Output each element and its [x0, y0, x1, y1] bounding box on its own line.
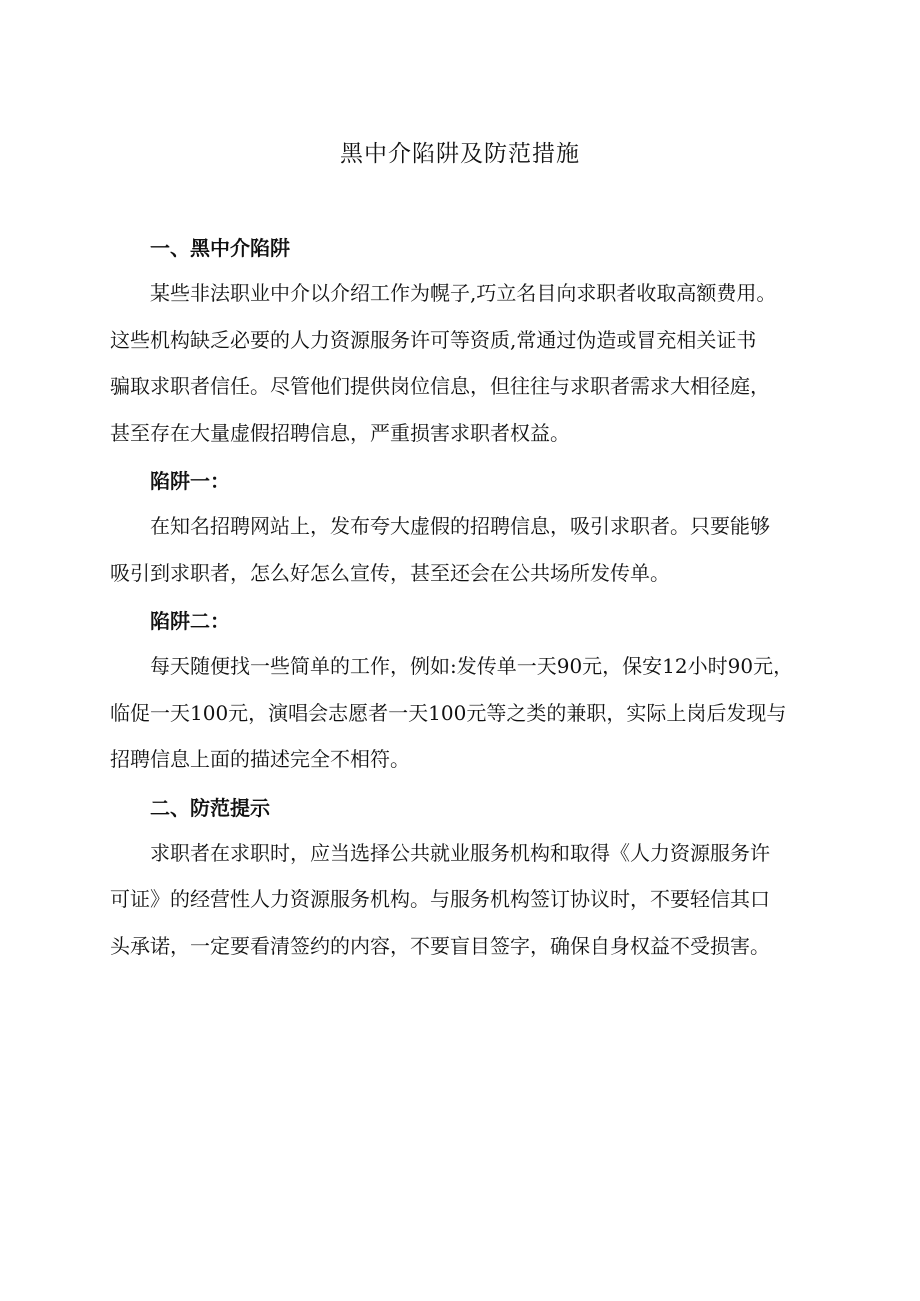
text-line: 每天随便找一些简单的工作，例如:发传单一天90元，保安12小时90元， — [150, 654, 794, 678]
text-line: 招聘信息上面的描述完全不相符。 — [110, 747, 410, 771]
document-body — [110, 226, 818, 969]
text-line: 头承诺，一定要看清签约的内容，不要盲目签字，确保自身权益不受损害。 — [110, 933, 770, 958]
text-line: 临促一天100元，演唱会志愿者一天100元等之类的兼职，实际上岗后发现与 — [110, 700, 787, 725]
text-line: 求职者在求职时，应当选择公共就业服务机构和取得《人力资源服务许 — [150, 840, 770, 865]
text-line: 甚至存在大量虚假招聘信息，严重损害求职者权益。 — [110, 420, 570, 445]
paragraph-trap-one — [110, 503, 818, 596]
text-line: 骗取求职者信任。尽管他们提供岗位信息，但往往与求职者需求大相径庭， — [110, 374, 770, 398]
section-heading-prevention: 二、防范提示 — [150, 795, 270, 820]
text-line: 在知名招聘网站上，发布夸大虚假的招聘信息，吸引求职者。只要能够 — [150, 514, 770, 538]
page-title: 黑中介陷阱及防范措施 — [340, 141, 580, 167]
subheading-trap-two: 陷阱二： — [150, 609, 230, 633]
text-line: 某些非法职业中介以介绍工作为幌子,巧立名目向求职者收取高额费用。 — [150, 281, 777, 305]
text-line: 这些机构缺乏必要的人力资源服务许可等资质,常通过伪造或冒充相关证书 — [110, 327, 757, 352]
section-heading-traps: 一、黑中介陷阱 — [150, 236, 290, 260]
text-line: 可证》的经营性人力资源服务机构。与服务机构签订协议时，不要轻信其口 — [110, 887, 770, 911]
paragraph-traps-intro — [110, 270, 818, 456]
subheading-trap-one: 陷阱一： — [150, 469, 230, 493]
paragraph-prevention — [110, 830, 818, 970]
paragraph-trap-two — [110, 643, 818, 783]
text-line: 吸引到求职者，怎么好怎么宣传，甚至还会在公共场所发传单。 — [110, 560, 670, 585]
